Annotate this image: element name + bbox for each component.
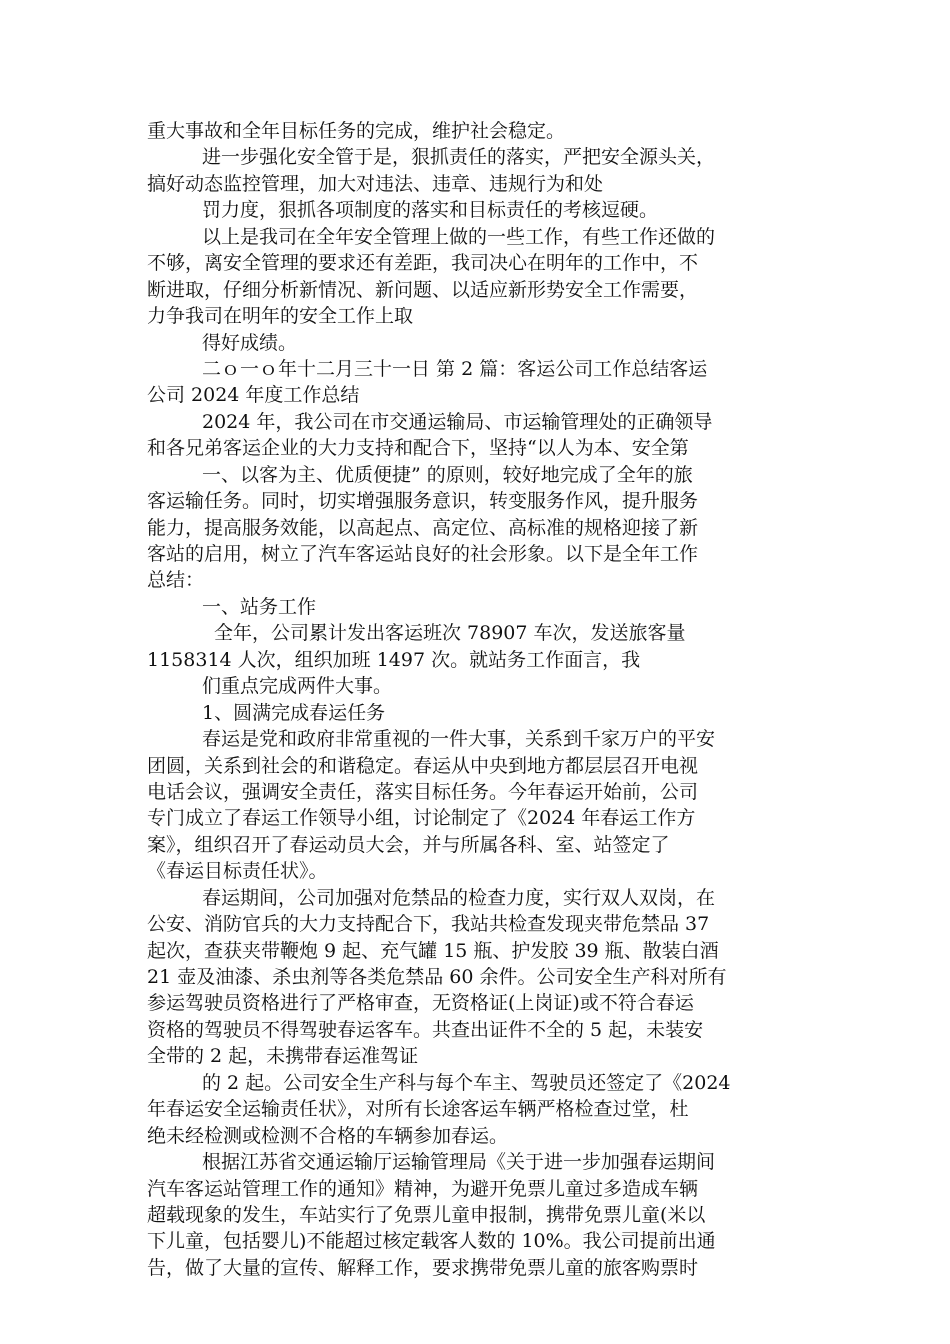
text-line: 起次，查获夹带鞭炮 9 起、充气罐 15 瓶、护发胶 39 瓶、散装白酒 [147,939,719,962]
text-line: 资格的驾驶员不得驾驶春运客车。共查出证件不全的 5 起，未装安 [147,1018,704,1041]
text-line: 得好成绩。 [202,331,298,354]
text-line: 汽车客运站管理工作的通知》精神，为避开免票儿童过多造成车辆 [147,1177,699,1200]
text-line: 公司 2024 年度工作总结 [147,384,360,407]
text-line: 能力，提高服务效能，以高起点、高定位、高标准的规格迎接了新 [147,516,699,539]
text-line: 下儿童，包括婴儿)不能超过核定载客人数的 10%。我公司提前出通 [147,1230,716,1253]
text-line: 断进取，仔细分析新情况、新问题、以适应新形势安全工作需要， [147,278,699,301]
text-line: 春运是党和政府非常重视的一件大事，关系到千家万户的平安 [202,728,716,751]
text-line: 参运驾驶员资格进行了严格审查，无资格证(上岗证)或不符合春运 [147,992,694,1015]
text-line: 2024 年，我公司在市交通运输局、市运输管理处的正确领导 [202,410,713,433]
text-line: 客运输任务。同时，切实增强服务意识，转变服务作风，提升服务 [147,490,699,513]
text-line: 1158314 人次，组织加班 1497 次。就站务工作面言，我 [147,648,641,671]
text-line: 力争我司在明年的安全工作上取 [147,305,414,328]
text-line: 进一步强化安全管于是，狠抓责任的落实，严把安全源头关， [202,146,716,169]
text-line: 超载现象的发生，车站实行了免票儿童申报制，携带免票儿童(米以 [147,1203,706,1226]
text-line: 《春运目标责任状》。 [147,860,328,883]
text-line: 告，做了大量的宣传、解释工作，要求携带免票儿童的旅客购票时 [147,1256,699,1279]
document-body [147,118,807,1281]
text-line: 根据江苏省交通运输厅运输管理局《关于进一步加强春运期间 [202,1151,716,1174]
text-line: 搞好动态监控管理，加大对违法、违章、违规行为和处 [147,172,604,195]
text-line: 公安、消防官兵的大力支持配合下，我站共检查发现夹带危禁品 37 [147,913,710,936]
text-line: 绝未经检测或检测不合格的车辆参加春运。 [147,1124,509,1147]
text-line: 全年，公司累计发出客运班次 78907 车次，发送旅客量 [214,622,686,645]
text-line: 们重点完成两件大事。 [202,675,393,698]
text-line: 二ｏ一ｏ年十二月三十一日 第 2 篇：客运公司工作总结客运 [202,357,708,380]
text-line: 罚力度，狠抓各项制度的落实和目标责任的考核逗硬。 [202,199,659,222]
text-line: 不够，离安全管理的要求还有差距，我司决心在明年的工作中，不 [147,252,699,275]
text-line: 电话会议，强调安全责任，落实目标任务。今年春运开始前，公司 [147,780,699,803]
text-line: 21 壶及油漆、杀虫剂等各类危禁品 60 余件。公司安全生产科对所有 [147,966,727,988]
text-line: 重大事故和全年目标任务的完成，维护社会稳定。 [147,120,566,142]
text-line: 的 2 起。公司安全生产科与每个车主、驾驶员还签定了《2024 [202,1071,731,1094]
text-line: 总结： [147,569,205,592]
text-line: 一、以客为主、优质便捷” 的原则，较好地完成了全年的旅 [202,463,693,486]
text-line: 团圆，关系到社会的和谐稳定。春运从中央到地方都层层召开电视 [147,754,699,777]
text-line: 年春运安全运输责任状》，对所有长途客运车辆严格检查过堂，杜 [147,1098,689,1121]
text-line: 以上是我司在全年安全管理上做的一些工作，有些工作还做的 [202,225,716,248]
text-line: 和各兄弟客运企业的大力支持和配合下，坚持“以人为本、安全第 [147,437,689,460]
text-line: 全带的 2 起，未携带春运准驾证 [147,1045,419,1068]
section-heading: 一、站务工作 [202,595,317,618]
text-line: 案》，组织召开了春运动员大会，并与所属各科、室、站签定了 [147,833,670,856]
text-line: 客站的启用，树立了汽车客运站良好的社会形象。以下是全年工作 [147,543,699,565]
subsection-heading: 1、圆满完成春运任务 [202,701,386,724]
text-line: 春运期间，公司加强对危禁品的检查力度，实行双人双岗，在 [202,886,716,909]
text-line: 专门成立了春运工作领导小组，讨论制定了《2024 年春运工作方 [147,807,696,830]
